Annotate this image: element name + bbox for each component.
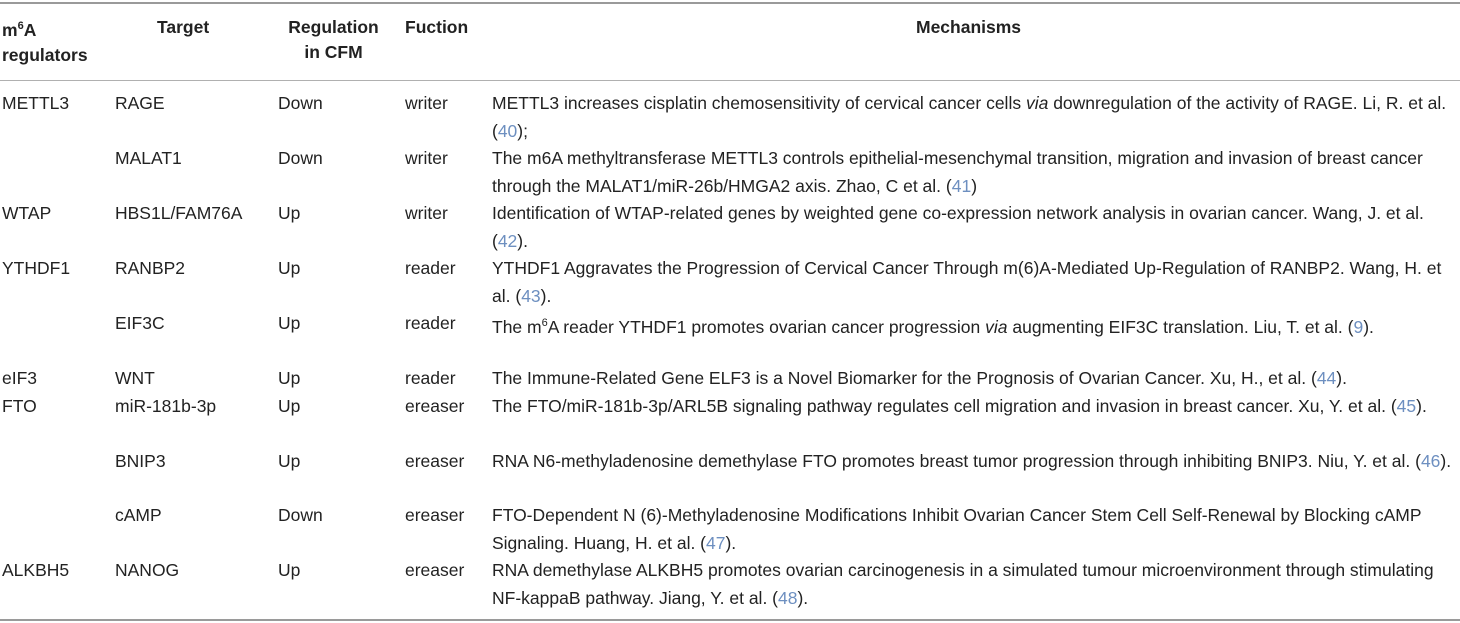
target-cell: cAMP [115,505,162,525]
target-cell: RANBP2 [115,258,186,278]
function-cell: ereaser [405,560,465,580]
regulation-cell: Up [278,451,301,471]
target-cell: WNT [115,368,155,388]
reference-link[interactable]: 43 [521,285,541,306]
regulator-cell: ALKBH5 [2,560,70,580]
mechanism-cell: METTL3 increases cisplatin chemosensitivity of cervical cancer cells via downregulation of the activity of RAGE. Li, R. et al. (40); [492,93,1447,141]
reference-link[interactable]: 9 [1353,316,1364,337]
header-function: Fuction [405,17,469,37]
function-cell: ereaser [405,396,465,416]
regulator-cell: METTL3 [2,93,70,113]
reference-link[interactable]: 41 [951,175,972,196]
header-mechanisms: Mechanisms [916,17,1022,37]
target-cell: BNIP3 [115,451,166,471]
header-regulators: $m^6A$ regulators [2,19,88,65]
regulation-cell: Down [278,148,323,168]
regulation-cell: Down [278,93,323,113]
target-cell: NANOG [115,560,180,580]
mechanism-cell: Identification of WTAP-related genes by weighted gene co-expression network analysis in ovarian cancer. Wang, J. et al. (42). [492,203,1424,251]
table-bottom-rule [0,619,1460,621]
mechanism-cell: The $m^6A$ reader YTHDF1 promotes ovarian cancer progression via augmenting EIF3C translation. Liu, T. et al. (9). [492,316,1374,337]
reference-link[interactable]: 44 [1316,368,1337,388]
header-target: Target [157,17,210,37]
function-cell: ereaser [405,505,465,525]
regulation-cell: Up [278,396,301,416]
regulation-cell: Up [278,560,301,580]
mechanism-cell: The FTO/miR-181b-3p/ARL5B signaling pathway regulates cell migration and invasion in breast cancer. Xu, Y. et al. (45). [492,396,1427,416]
regulator-cell: FTO [2,396,37,416]
mechanism-cell: The m6A methyltransferase METTL3 controls epithelial-mesenchymal transition, migration and invasion of breast cancer through the MALAT1/miR-26b/HMGA2 axis. Zhao, C et al. (41) [492,148,1423,196]
target-cell: EIF3C [115,313,165,333]
target-cell: HBS1L/FAM76A [115,203,243,223]
regulation-cell: Down [278,505,323,525]
regulator-cell: WTAP [2,203,52,223]
function-cell: writer [405,203,448,223]
reference-link[interactable]: 40 [497,120,518,141]
function-cell: reader [405,313,456,333]
reference-link[interactable]: 45 [1396,396,1417,416]
regulator-cell: YTHDF1 [2,258,71,278]
reference-link[interactable]: 48 [778,587,798,608]
reference-link[interactable]: 47 [706,532,726,553]
regulation-cell: Up [278,313,301,333]
mechanism-cell: FTO-Dependent N (6)-Methyladenosine Modifications Inhibit Ovarian Cancer Stem Cell Self-Renewal by Blocking cAMP Signaling. Huang, H. et al. (47). [492,505,1422,553]
target-cell: MALAT1 [115,148,182,168]
reference-link[interactable]: 46 [1420,451,1441,471]
mechanism-cell: RNA N6-methyladenosine demethylase FTO promotes breast tumor progression through inhibiting BNIP3. Niu, Y. et al. (46). [492,451,1452,471]
function-cell: writer [405,93,448,113]
function-cell: writer [405,148,448,168]
reference-link[interactable]: 42 [497,230,518,251]
table-top-rule [0,2,1460,4]
regulation-cell: Up [278,258,301,278]
function-cell: reader [405,258,456,278]
header-regulation: Regulation in CFM [288,17,379,62]
function-cell: ereaser [405,451,465,471]
function-cell: reader [405,368,456,388]
regulation-cell: Up [278,368,301,388]
regulator-cell: eIF3 [2,368,38,388]
mechanism-cell: RNA demethylase ALKBH5 promotes ovarian carcinogenesis in a simulated tumour microenvironment through stimulating NF-kappaB pathway. Jiang, Y. et al. (48). [492,560,1434,608]
header-rule [0,80,1460,81]
mechanism-cell: YTHDF1 Aggravates the Progression of Cervical Cancer Through m(6)A-Mediated Up-Regulation of RANBP2. Wang, H. et al. (43). [492,258,1442,306]
mechanism-cell: The Immune-Related Gene ELF3 is a Novel Biomarker for the Prognosis of Ovarian Cancer. Xu, H., et al. (44). [492,368,1347,388]
regulation-cell: Up [278,203,301,223]
target-cell: miR-181b-3p [115,396,217,416]
target-cell: RAGE [115,93,165,113]
